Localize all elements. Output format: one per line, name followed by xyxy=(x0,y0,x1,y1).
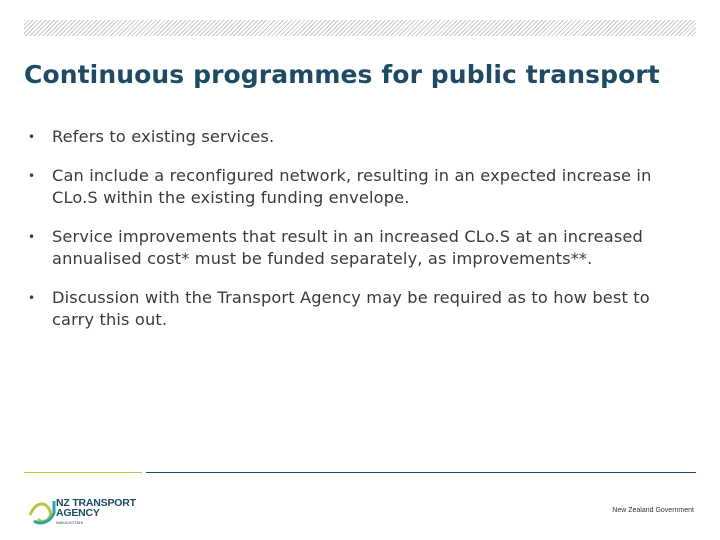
bullet-text: Refers to existing services. xyxy=(52,127,275,146)
bullet-list xyxy=(26,126,696,348)
bullet-item xyxy=(26,287,696,331)
bullet-text: Discussion with the Transport Agency may be required as to how best to carry this out. xyxy=(52,288,650,329)
bullet-item xyxy=(26,226,696,270)
slide-title: Continuous programmes for public transport xyxy=(24,60,660,89)
logo-line-1: NZ TRANSPORT xyxy=(56,497,136,509)
bullet-glyph: • xyxy=(28,230,36,244)
bullet-item xyxy=(26,165,696,209)
logo-wordmark xyxy=(56,498,136,518)
bullet-glyph: • xyxy=(28,291,36,305)
bullet-text: Service improvements that result in an increased CLo.S at an increased annualised cost* must be funded separately, as improvements**. xyxy=(52,227,643,268)
bullet-glyph: • xyxy=(28,130,36,144)
header-hatch-band xyxy=(24,20,696,36)
logo-line-2: AGENCY xyxy=(56,507,100,519)
footer-rule-accent xyxy=(24,472,142,473)
logo-subtitle: WAKA KOTAHI xyxy=(56,520,84,525)
footer-rule xyxy=(146,472,696,473)
bullet-item xyxy=(26,126,696,148)
bullet-glyph: • xyxy=(28,169,36,183)
bullet-text: Can include a reconfigured network, resulting in an expected increase in CLo.S within the existing funding envelope. xyxy=(52,166,652,207)
government-wordmark: New Zealand Government xyxy=(612,507,694,514)
